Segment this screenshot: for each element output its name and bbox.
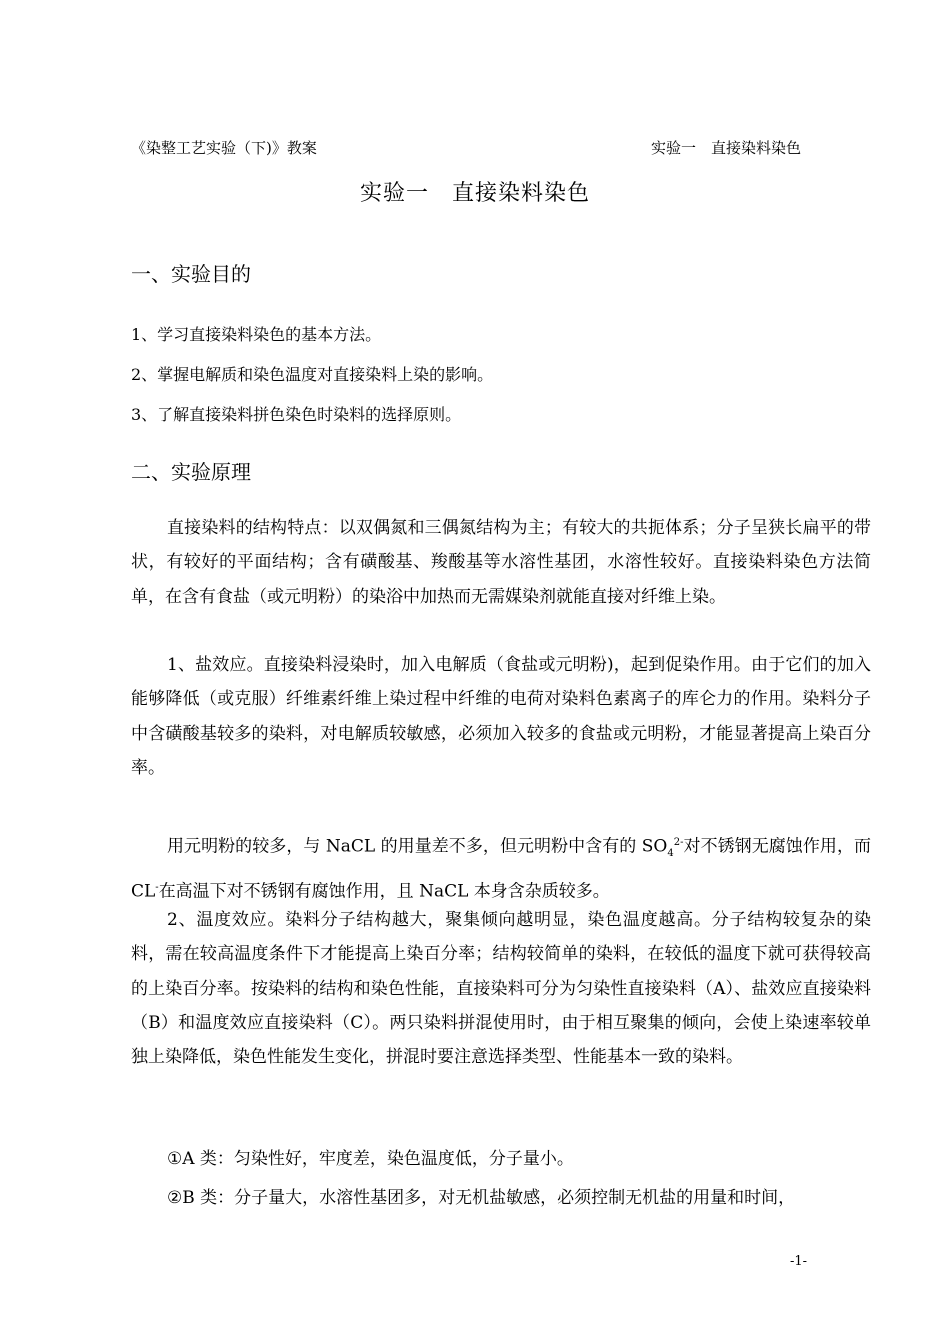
- sulfate-superscript: 2-: [673, 837, 684, 848]
- objective-item-2: 2、掌握电解质和染色温度对直接染料上染的影响。: [131, 365, 494, 384]
- p3-text-a: 用元明粉的较多，与 NaCL 的用量差不多，但元明粉中含有的 SO: [167, 836, 668, 857]
- sulfate-subscript: 4: [667, 848, 674, 860]
- paragraph-sodium-sulfate: [131, 826, 871, 909]
- paragraph-temperature-effect: 2、温度效应。染料分子结构越大，聚集倾向越明显，染色温度越高。分子结构较复杂的染料，需在较高温度条件下才能提高上染百分率；结构较简单的染料，在较低的温度下就可获得较高的上染百分率。按染料的结构和染色性能，直接染料可分为匀染性直接染料（A）、盐效应直接染料（B）和温度效应直接染料（C）。两只染料拼混使用时，由于相互聚集的倾向，会使上染速率较单独上染降低，染色性能发生变化，拼混时要注意选择类型、性能基本一致的染料。: [131, 910, 871, 1068]
- p3-text-b: 对不锈钢无腐蚀作用，而 CL: [131, 836, 871, 902]
- header-chapter-title: 实验一 直接染料染色: [651, 139, 802, 157]
- chloride-superscript: -: [155, 882, 159, 894]
- page-title: 实验一 直接染料染色: [359, 181, 590, 206]
- section-heading-principle: 二、实验原理: [131, 460, 251, 484]
- paragraph-structure: 直接染料的结构特点：以双偶氮和三偶氮结构为主；有较大的共扼体系；分子呈狭长扁平的带状，有较好的平面结构；含有磺酸基、羧酸基等水溶性基团，水溶性较好。直接染料染色方法简单，在含有食盐（或元明粉）的染浴中加热而无需媒染剂就能直接对纤维上染。: [131, 518, 871, 607]
- paragraph-salt-effect: 1、盐效应。直接染料浸染时，加入电解质（食盐或元明粉)，起到促染作用。由于它们的加入能够降低（或克服）纤维素纤维上染过程中纤维的电荷对染料色素离子的库仑力的作用。染料分子中含磺酸基较多的染料，对电解质较敏感，必须加入较多的食盐或元明粉，才能显著提高上染百分率。: [131, 655, 871, 778]
- objective-item-1: 1、学习直接染料染色的基本方法。: [131, 325, 382, 344]
- objective-item-3: 3、了解直接染料拼色染色时染料的选择原则。: [131, 405, 462, 424]
- header-document-title: 《染整工艺实验（下)》教案: [131, 139, 317, 157]
- section-heading-objectives: 一、实验目的: [131, 262, 251, 286]
- paragraph-class-b: ②B 类：分子量大，水溶性基团多，对无机盐敏感，必须控制无机盐的用量和时间，: [167, 1188, 796, 1208]
- paragraph-class-a: ①A 类：匀染性好，牢度差，染色温度低，分子量小。: [167, 1149, 574, 1169]
- page-number: -1-: [790, 1254, 808, 1269]
- p3-text-c: 在高温下对不锈钢有腐蚀作用，且 NaCL 本身含杂质较多。: [158, 882, 610, 902]
